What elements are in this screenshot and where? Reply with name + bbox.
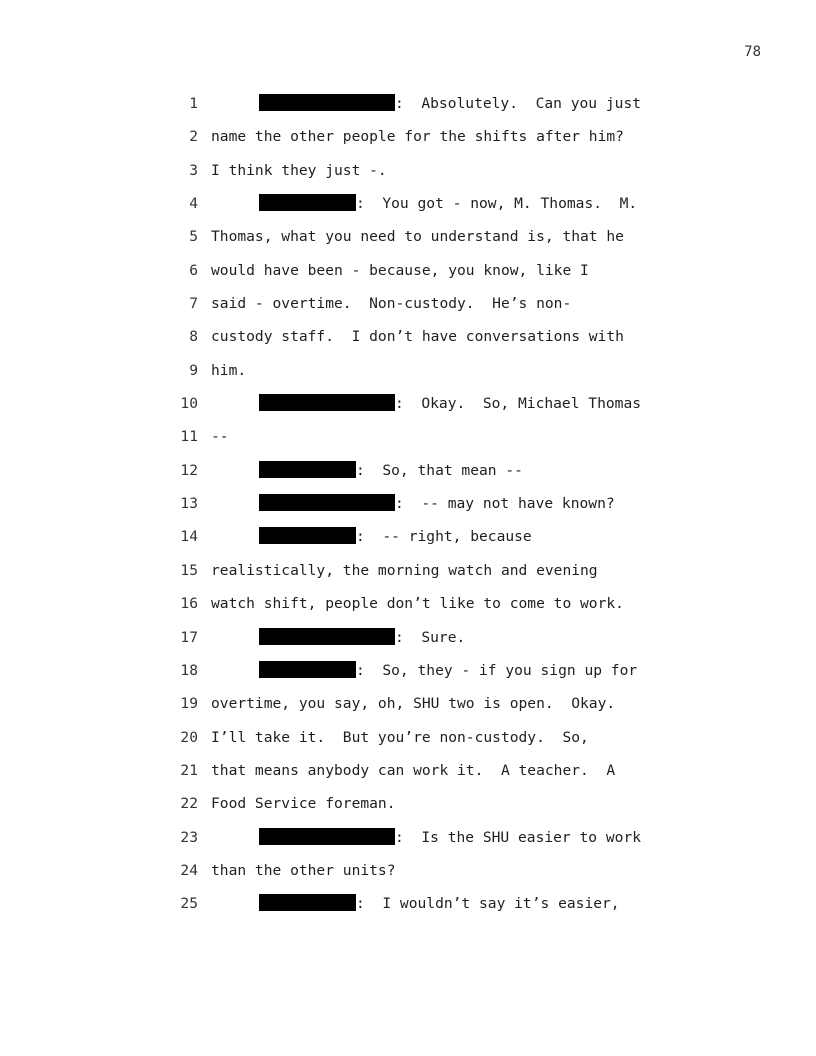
line-text-container <box>211 792 396 816</box>
line-text: Thomas, what you need to understand is, that he <box>211 228 624 246</box>
line-number: 2 <box>189 128 198 146</box>
page-number: 78 <box>744 44 761 60</box>
line-text: name the other people for the shifts after him? <box>211 128 624 146</box>
line-text: : Is the SHU easier to work <box>395 828 642 846</box>
transcript-line <box>0 726 816 759</box>
line-text: overtime, you say, oh, SHU two is open. Okay. <box>211 695 616 713</box>
line-number: 16 <box>180 595 198 613</box>
line-text: : -- right, because <box>356 528 532 546</box>
line-text-container <box>211 225 624 249</box>
line-text-container <box>259 92 641 116</box>
redaction-box <box>259 461 356 478</box>
transcript-line <box>0 325 816 358</box>
line-text: Food Service foreman. <box>211 795 396 813</box>
transcript-line <box>0 359 816 392</box>
line-number: 8 <box>189 328 198 346</box>
redaction-box <box>259 661 356 678</box>
redaction-box <box>259 828 395 845</box>
transcript-line <box>0 659 816 692</box>
line-text: : So, they - if you sign up for <box>356 661 638 679</box>
line-text-container <box>211 559 598 583</box>
line-text-container <box>211 859 396 883</box>
line-number: 20 <box>180 728 198 746</box>
line-text-container <box>211 692 615 716</box>
line-text: than the other units? <box>211 861 396 879</box>
transcript-line <box>0 459 816 492</box>
transcript-line <box>0 392 816 425</box>
line-text: would have been - because, you know, like I <box>211 261 589 279</box>
transcript-line <box>0 525 816 558</box>
transcript-lines <box>0 92 816 926</box>
line-text: -- <box>211 428 229 446</box>
line-text-container <box>259 659 637 683</box>
redaction-box <box>259 894 356 911</box>
transcript-line <box>0 592 816 625</box>
line-text: watch shift, people don’t like to come to work. <box>211 595 624 613</box>
line-text: said - overtime. Non-custody. He’s non- <box>211 295 572 313</box>
line-text: realistically, the morning watch and evening <box>211 561 598 579</box>
line-text: that means anybody can work it. A teacher. A <box>211 761 616 779</box>
transcript-line <box>0 159 816 192</box>
line-text: : Okay. So, Michael Thomas <box>395 395 642 413</box>
line-number: 1 <box>189 95 198 112</box>
transcript-line <box>0 859 816 892</box>
line-number: 24 <box>180 861 198 879</box>
line-number: 21 <box>180 761 198 779</box>
line-text: custody staff. I don’t have conversations with <box>211 328 624 346</box>
line-number: 5 <box>189 228 198 246</box>
line-number: 14 <box>180 528 198 546</box>
line-number: 19 <box>180 695 198 713</box>
line-number: 15 <box>180 561 198 579</box>
line-text-container <box>259 525 532 549</box>
line-number: 4 <box>189 195 198 213</box>
line-number: 7 <box>189 295 198 313</box>
line-text: : Sure. <box>395 628 466 646</box>
line-number: 13 <box>180 495 198 513</box>
line-number: 22 <box>180 795 198 813</box>
line-number: 3 <box>189 161 198 179</box>
line-number: 25 <box>180 895 198 913</box>
line-number: 10 <box>180 395 198 413</box>
line-text-container <box>211 425 229 449</box>
line-text-container <box>211 292 571 316</box>
line-text-container <box>259 192 637 216</box>
line-number: 23 <box>180 828 198 846</box>
transcript-line <box>0 492 816 525</box>
line-number: 12 <box>180 461 198 479</box>
redaction-box <box>259 494 395 511</box>
line-text: : -- may not have known? <box>395 495 615 513</box>
line-text-container <box>259 626 465 650</box>
transcript-line <box>0 425 816 458</box>
line-text: I’ll take it. But you’re non-custody. So, <box>211 728 589 746</box>
line-number: 11 <box>180 428 198 446</box>
line-text-container <box>259 892 620 916</box>
redaction-box <box>259 394 395 411</box>
line-text-container <box>211 359 246 383</box>
line-number: 9 <box>189 361 198 379</box>
line-text-container <box>259 459 523 483</box>
transcript-line <box>0 826 816 859</box>
transcript-line <box>0 259 816 292</box>
transcript-line <box>0 292 816 325</box>
line-number: 6 <box>189 261 198 279</box>
line-text: : You got - now, M. Thomas. M. <box>356 195 638 213</box>
transcript-line <box>0 192 816 225</box>
line-text-container <box>259 392 641 416</box>
line-text-container <box>211 759 615 783</box>
transcript-line <box>0 892 816 925</box>
transcript-line <box>0 626 816 659</box>
transcript-line <box>0 125 816 158</box>
transcript-line <box>0 92 816 125</box>
line-text-container <box>211 125 624 149</box>
redaction-box <box>259 194 356 211</box>
line-text: : So, that mean -- <box>356 461 523 479</box>
redaction-box <box>259 527 356 544</box>
line-text: : I wouldn’t say it’s easier, <box>356 895 620 913</box>
line-text-container <box>211 259 589 283</box>
line-text-container <box>211 726 589 750</box>
line-text-container <box>259 492 615 516</box>
transcript-line <box>0 559 816 592</box>
transcript-line <box>0 759 816 792</box>
transcript-line <box>0 225 816 258</box>
line-text-container <box>211 159 387 183</box>
line-text-container <box>211 325 624 349</box>
redaction-box <box>259 628 395 645</box>
line-number: 18 <box>180 661 198 679</box>
transcript-line <box>0 692 816 725</box>
line-text: him. <box>211 361 247 379</box>
line-number: 17 <box>180 628 198 646</box>
line-text: : Absolutely. Can you just <box>395 95 642 112</box>
line-text-container <box>211 592 624 616</box>
transcript-line <box>0 792 816 825</box>
line-text-container <box>259 826 641 850</box>
line-text: I think they just -. <box>211 161 387 179</box>
redaction-box <box>259 94 395 111</box>
